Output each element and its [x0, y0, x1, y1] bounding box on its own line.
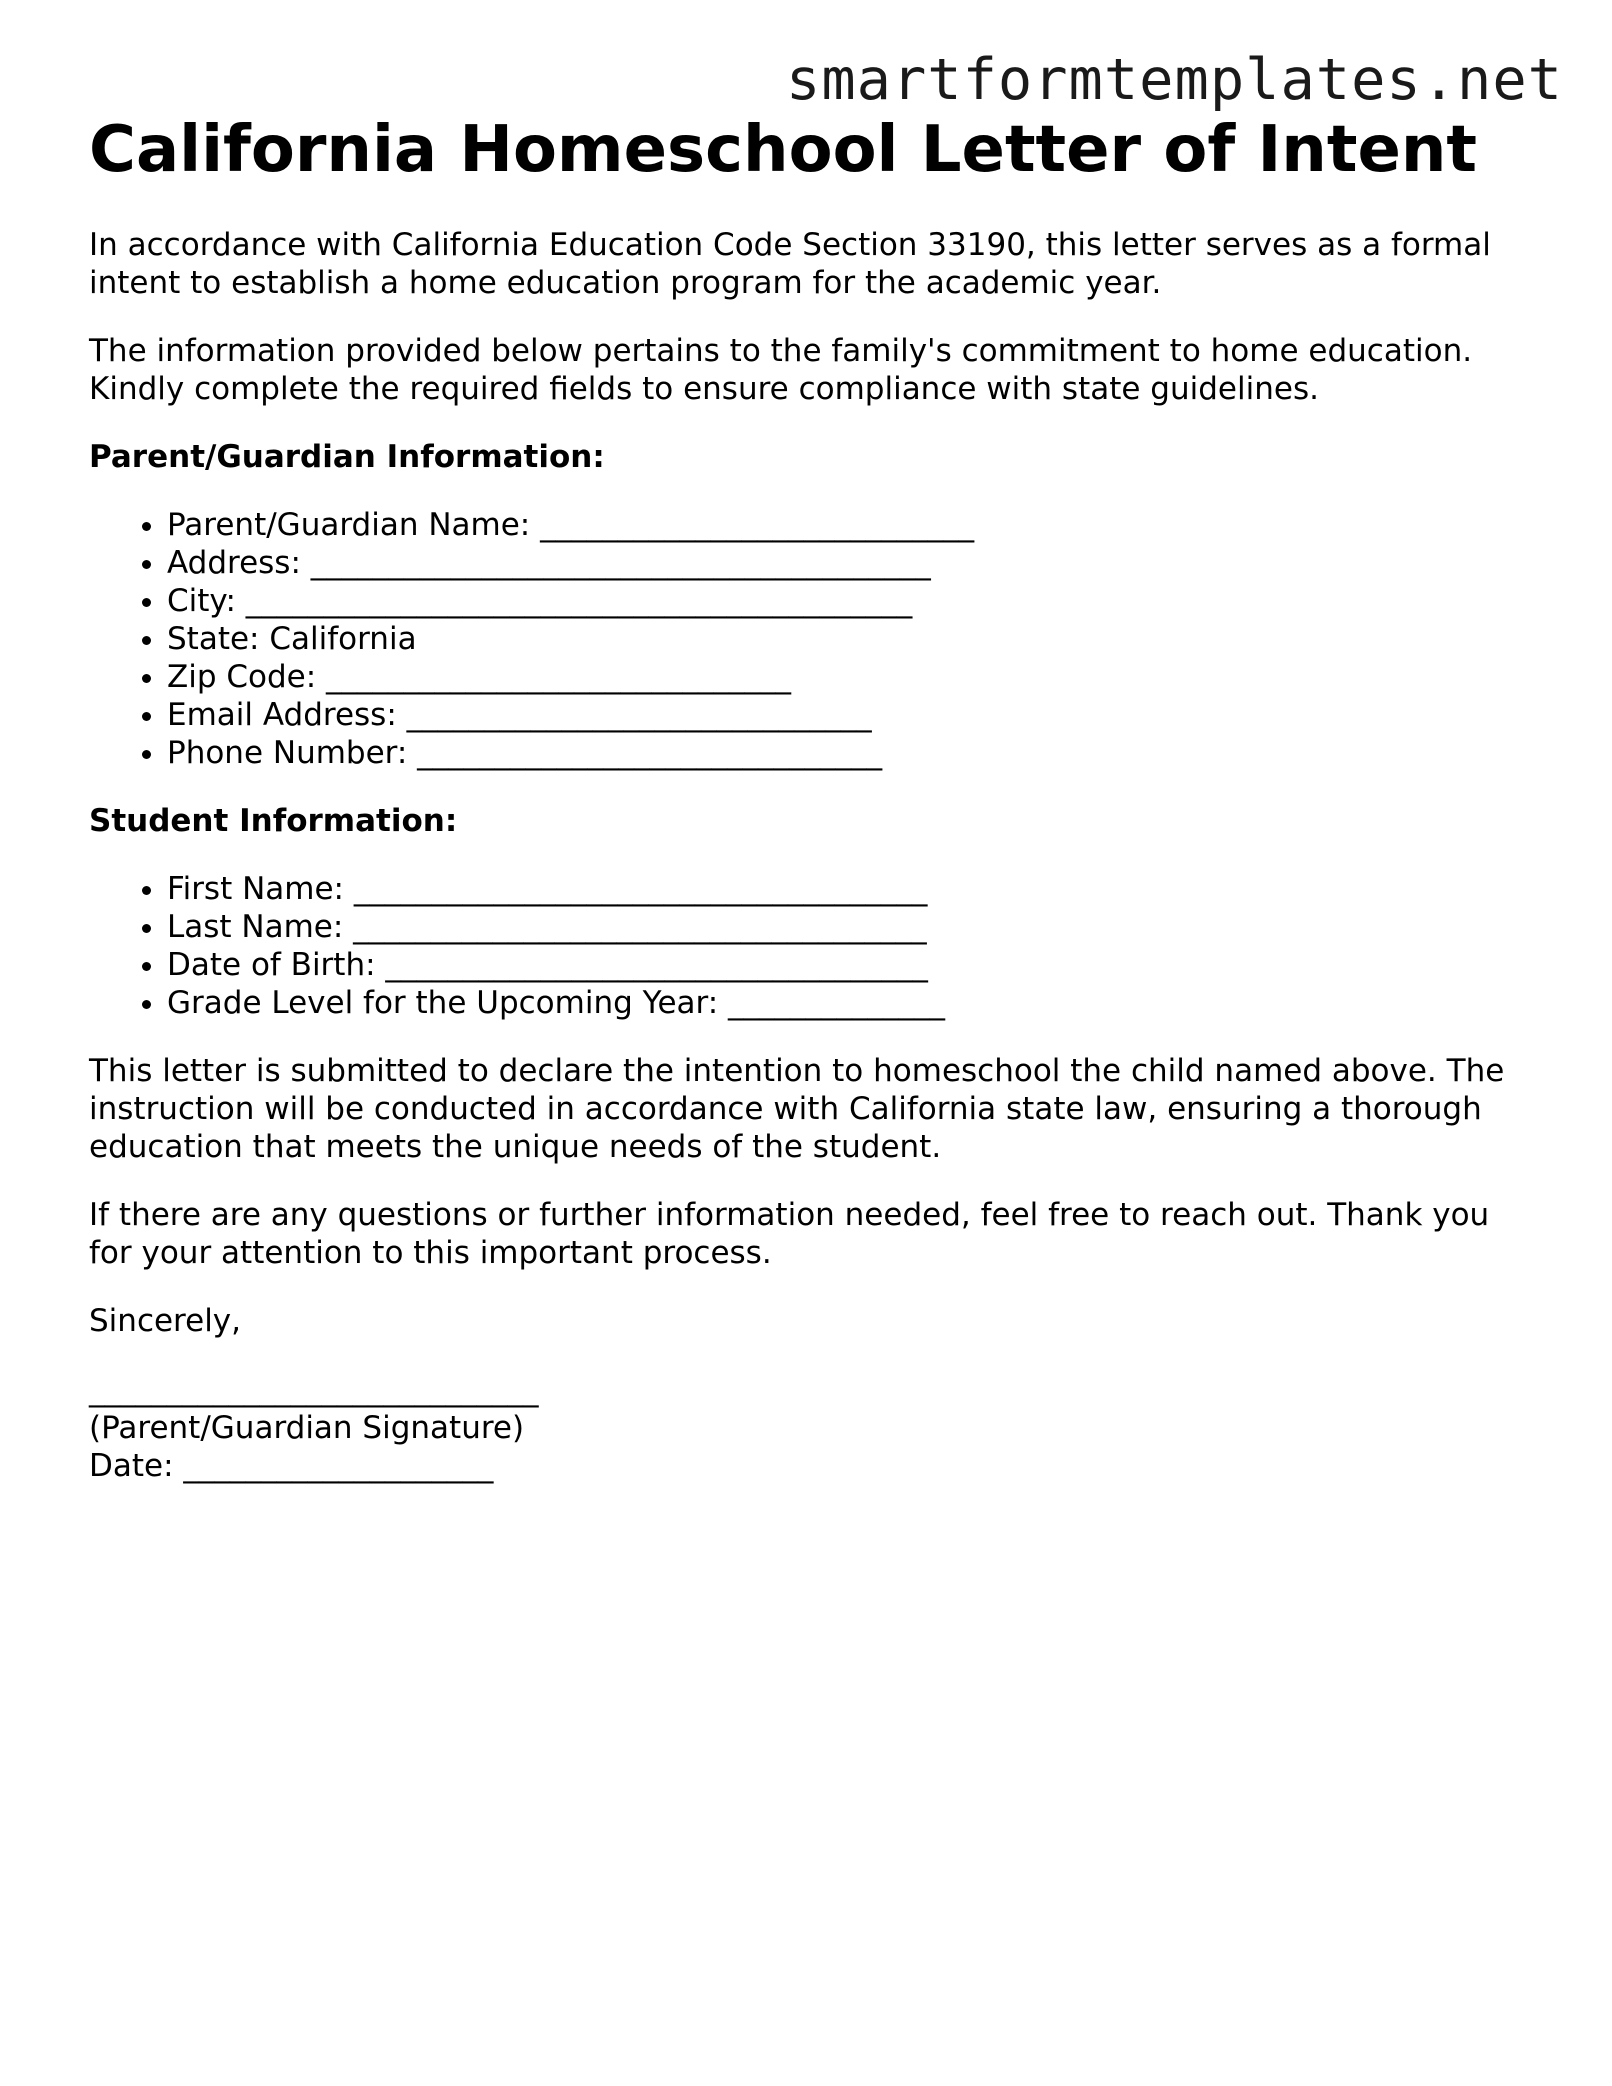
parent-info-list: [89, 506, 1529, 772]
parent-section-heading: Parent/Guardian Information:: [89, 439, 605, 475]
first-name-field: • First Name: _____________________________________: [167, 870, 1529, 908]
signature-block: [89, 1302, 1529, 1485]
email-field: • Email Address: ______________________________: [167, 696, 1529, 734]
city-field: • City: ___________________________________________: [167, 582, 1529, 620]
watermark: smartformtemplates.net: [786, 47, 1563, 113]
closing-paragraph: If there are any questions or further information needed, feel free to reach out. Thank you for your attention to this important process.: [89, 1197, 1490, 1271]
phone-field: • Phone Number: ______________________________: [167, 734, 1529, 772]
closing-paragraph: This letter is submitted to declare the intention to homeschool the child named above. The instruction will be conducted in accordance with California state law, ensuring a thorough education that meets the unique needs of the student.: [89, 1053, 1505, 1165]
intro-paragraph: The information provided below pertains to the family's commitment to home education. Kindly complete the required fields to ensure compliance with state guidelines.: [89, 333, 1473, 407]
document-title: California Homeschool Letter of Intent: [89, 113, 1477, 187]
address-field: • Address: ________________________________________: [167, 544, 1529, 582]
signoff: Sincerely,: [89, 1303, 242, 1339]
state-field: • State: California: [167, 620, 1529, 658]
intro-paragraph: In accordance with California Education Code Section 33190, this letter serves as a formal intent to establish a home education program for the academic year.: [89, 227, 1491, 301]
date-of-birth-field: • Date of Birth: ___________________________________: [167, 946, 1529, 984]
grade-level-field: • Grade Level for the Upcoming Year: ______________: [167, 984, 1529, 1022]
document-body: [89, 112, 1529, 1485]
signature-label: (Parent/Guardian Signature): [89, 1410, 525, 1446]
student-section-heading: Student Information:: [89, 803, 458, 839]
date-line: Date: ____________________: [89, 1448, 494, 1484]
signature-line: _____________________________: [89, 1372, 539, 1408]
student-info-list: [89, 870, 1529, 1022]
last-name-field: • Last Name: _____________________________________: [167, 908, 1529, 946]
zip-code-field: • Zip Code: ______________________________: [167, 658, 1529, 696]
parent-name-field: • Parent/Guardian Name: ____________________________: [167, 506, 1529, 544]
